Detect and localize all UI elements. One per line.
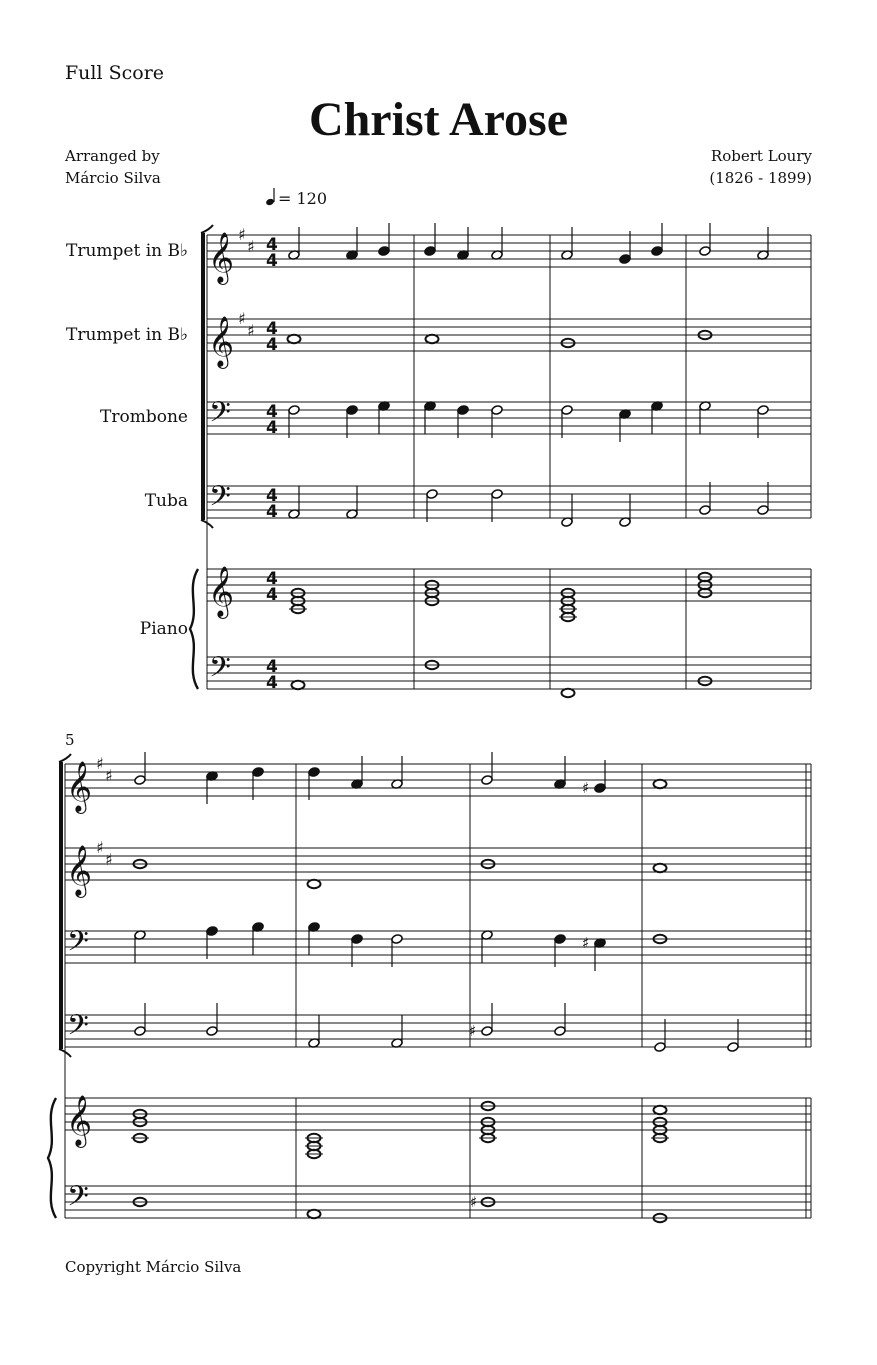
whole-note (426, 335, 439, 343)
half-note (554, 1026, 566, 1037)
whole-note (292, 681, 305, 689)
half-note (699, 505, 711, 516)
sharp-accidental: ♯ (582, 934, 590, 952)
half-note (134, 775, 146, 786)
half-note (654, 1042, 666, 1053)
half-note (426, 489, 438, 500)
time-signature-bottom: 4 (266, 502, 278, 522)
instrument-name-trombone: Trombone (100, 407, 188, 427)
arranger-label: Arranged by (65, 147, 160, 165)
piano-brace (190, 569, 198, 689)
half-note (134, 1026, 146, 1037)
instrument-name-trumpet-2: Trumpet in B♭ (65, 325, 188, 345)
treble-clef-icon: 𝄞 (66, 845, 93, 896)
time-signature-bottom: 4 (266, 585, 278, 605)
instrument-name-piano: Piano (139, 619, 188, 639)
half-note (481, 775, 493, 786)
time-signature-top: 4 (266, 235, 278, 255)
treble-clef-icon: 𝄞 (208, 232, 235, 283)
half-note (481, 1026, 493, 1037)
bass-clef-icon: 𝄢 (67, 1009, 89, 1049)
treble-clef-icon: 𝄞 (66, 761, 93, 812)
sharp-accidental: ♯ (582, 779, 590, 797)
composer-name: Robert Loury (710, 147, 812, 165)
time-signature-top: 4 (266, 569, 278, 589)
bass-clef-icon: 𝄢 (209, 651, 231, 691)
measure-number: 5 (65, 731, 75, 749)
time-signature-top: 4 (266, 657, 278, 677)
quarter-note (206, 926, 218, 937)
quarter-note (651, 246, 663, 257)
instrument-name-tuba: Tuba (144, 491, 188, 511)
time-signature-top: 4 (266, 486, 278, 506)
sharp-accidental: ♯ (469, 1022, 477, 1040)
bass-clef-icon: 𝄢 (209, 396, 231, 436)
half-note (727, 1042, 739, 1053)
key-signature-sharp: ♯ (105, 850, 113, 869)
time-signature-bottom: 4 (266, 418, 278, 438)
quarter-note (308, 767, 320, 778)
bass-clef-icon: 𝄢 (209, 480, 231, 520)
copyright: Copyright Márcio Silva (65, 1258, 242, 1276)
whole-note (308, 1210, 321, 1218)
quarter-note (457, 405, 469, 416)
half-note (491, 489, 503, 500)
whole-note (562, 689, 575, 697)
tempo-quarter-note-icon (265, 198, 275, 206)
score-label: Full Score (65, 62, 165, 84)
key-signature-sharp: ♯ (247, 237, 255, 256)
bass-clef-icon: 𝄢 (67, 925, 89, 965)
time-signature-top: 4 (266, 402, 278, 422)
quarter-note (346, 405, 358, 416)
treble-clef-icon: 𝄞 (208, 316, 235, 367)
treble-clef-icon: 𝄞 (208, 566, 235, 617)
time-signature-bottom: 4 (266, 251, 278, 271)
half-note (391, 934, 403, 945)
chord-note (654, 1106, 667, 1114)
half-note (206, 1026, 218, 1037)
quarter-note (378, 246, 390, 257)
treble-clef-icon: 𝄞 (66, 1095, 93, 1146)
half-note (757, 405, 769, 416)
composer-dates: (1826 - 1899) (709, 169, 812, 187)
quarter-note (424, 246, 436, 257)
quarter-note (619, 254, 631, 265)
instrument-name-trumpet-1: Trumpet in B♭ (65, 241, 188, 261)
time-signature-top: 4 (266, 319, 278, 339)
whole-note (308, 880, 321, 888)
tempo-marking: = 120 (278, 189, 328, 208)
whole-note (654, 780, 667, 788)
half-note (699, 246, 711, 257)
key-signature-sharp: ♯ (96, 838, 104, 857)
whole-note (288, 335, 301, 343)
arranger-name: Márcio Silva (65, 169, 161, 187)
staff-bracket (201, 233, 205, 520)
half-note (491, 405, 503, 416)
half-note (757, 505, 769, 516)
quarter-note (594, 783, 606, 794)
bass-clef-icon: 𝄢 (67, 1180, 89, 1220)
key-signature-sharp: ♯ (105, 766, 113, 785)
key-signature-sharp: ♯ (96, 754, 104, 773)
quarter-note (252, 767, 264, 778)
sharp-accidental: ♯ (470, 1193, 478, 1211)
quarter-note (351, 934, 363, 945)
key-signature-sharp: ♯ (238, 309, 246, 328)
time-signature-bottom: 4 (266, 335, 278, 355)
time-signature-bottom: 4 (266, 673, 278, 693)
key-signature-sharp: ♯ (247, 321, 255, 340)
quarter-note (554, 934, 566, 945)
page-title: Christ Arose (308, 93, 569, 146)
staff-bracket (59, 762, 63, 1049)
half-note (561, 405, 573, 416)
whole-note (654, 864, 667, 872)
key-signature-sharp: ♯ (238, 225, 246, 244)
half-note (288, 405, 300, 416)
piano-brace (48, 1098, 56, 1218)
